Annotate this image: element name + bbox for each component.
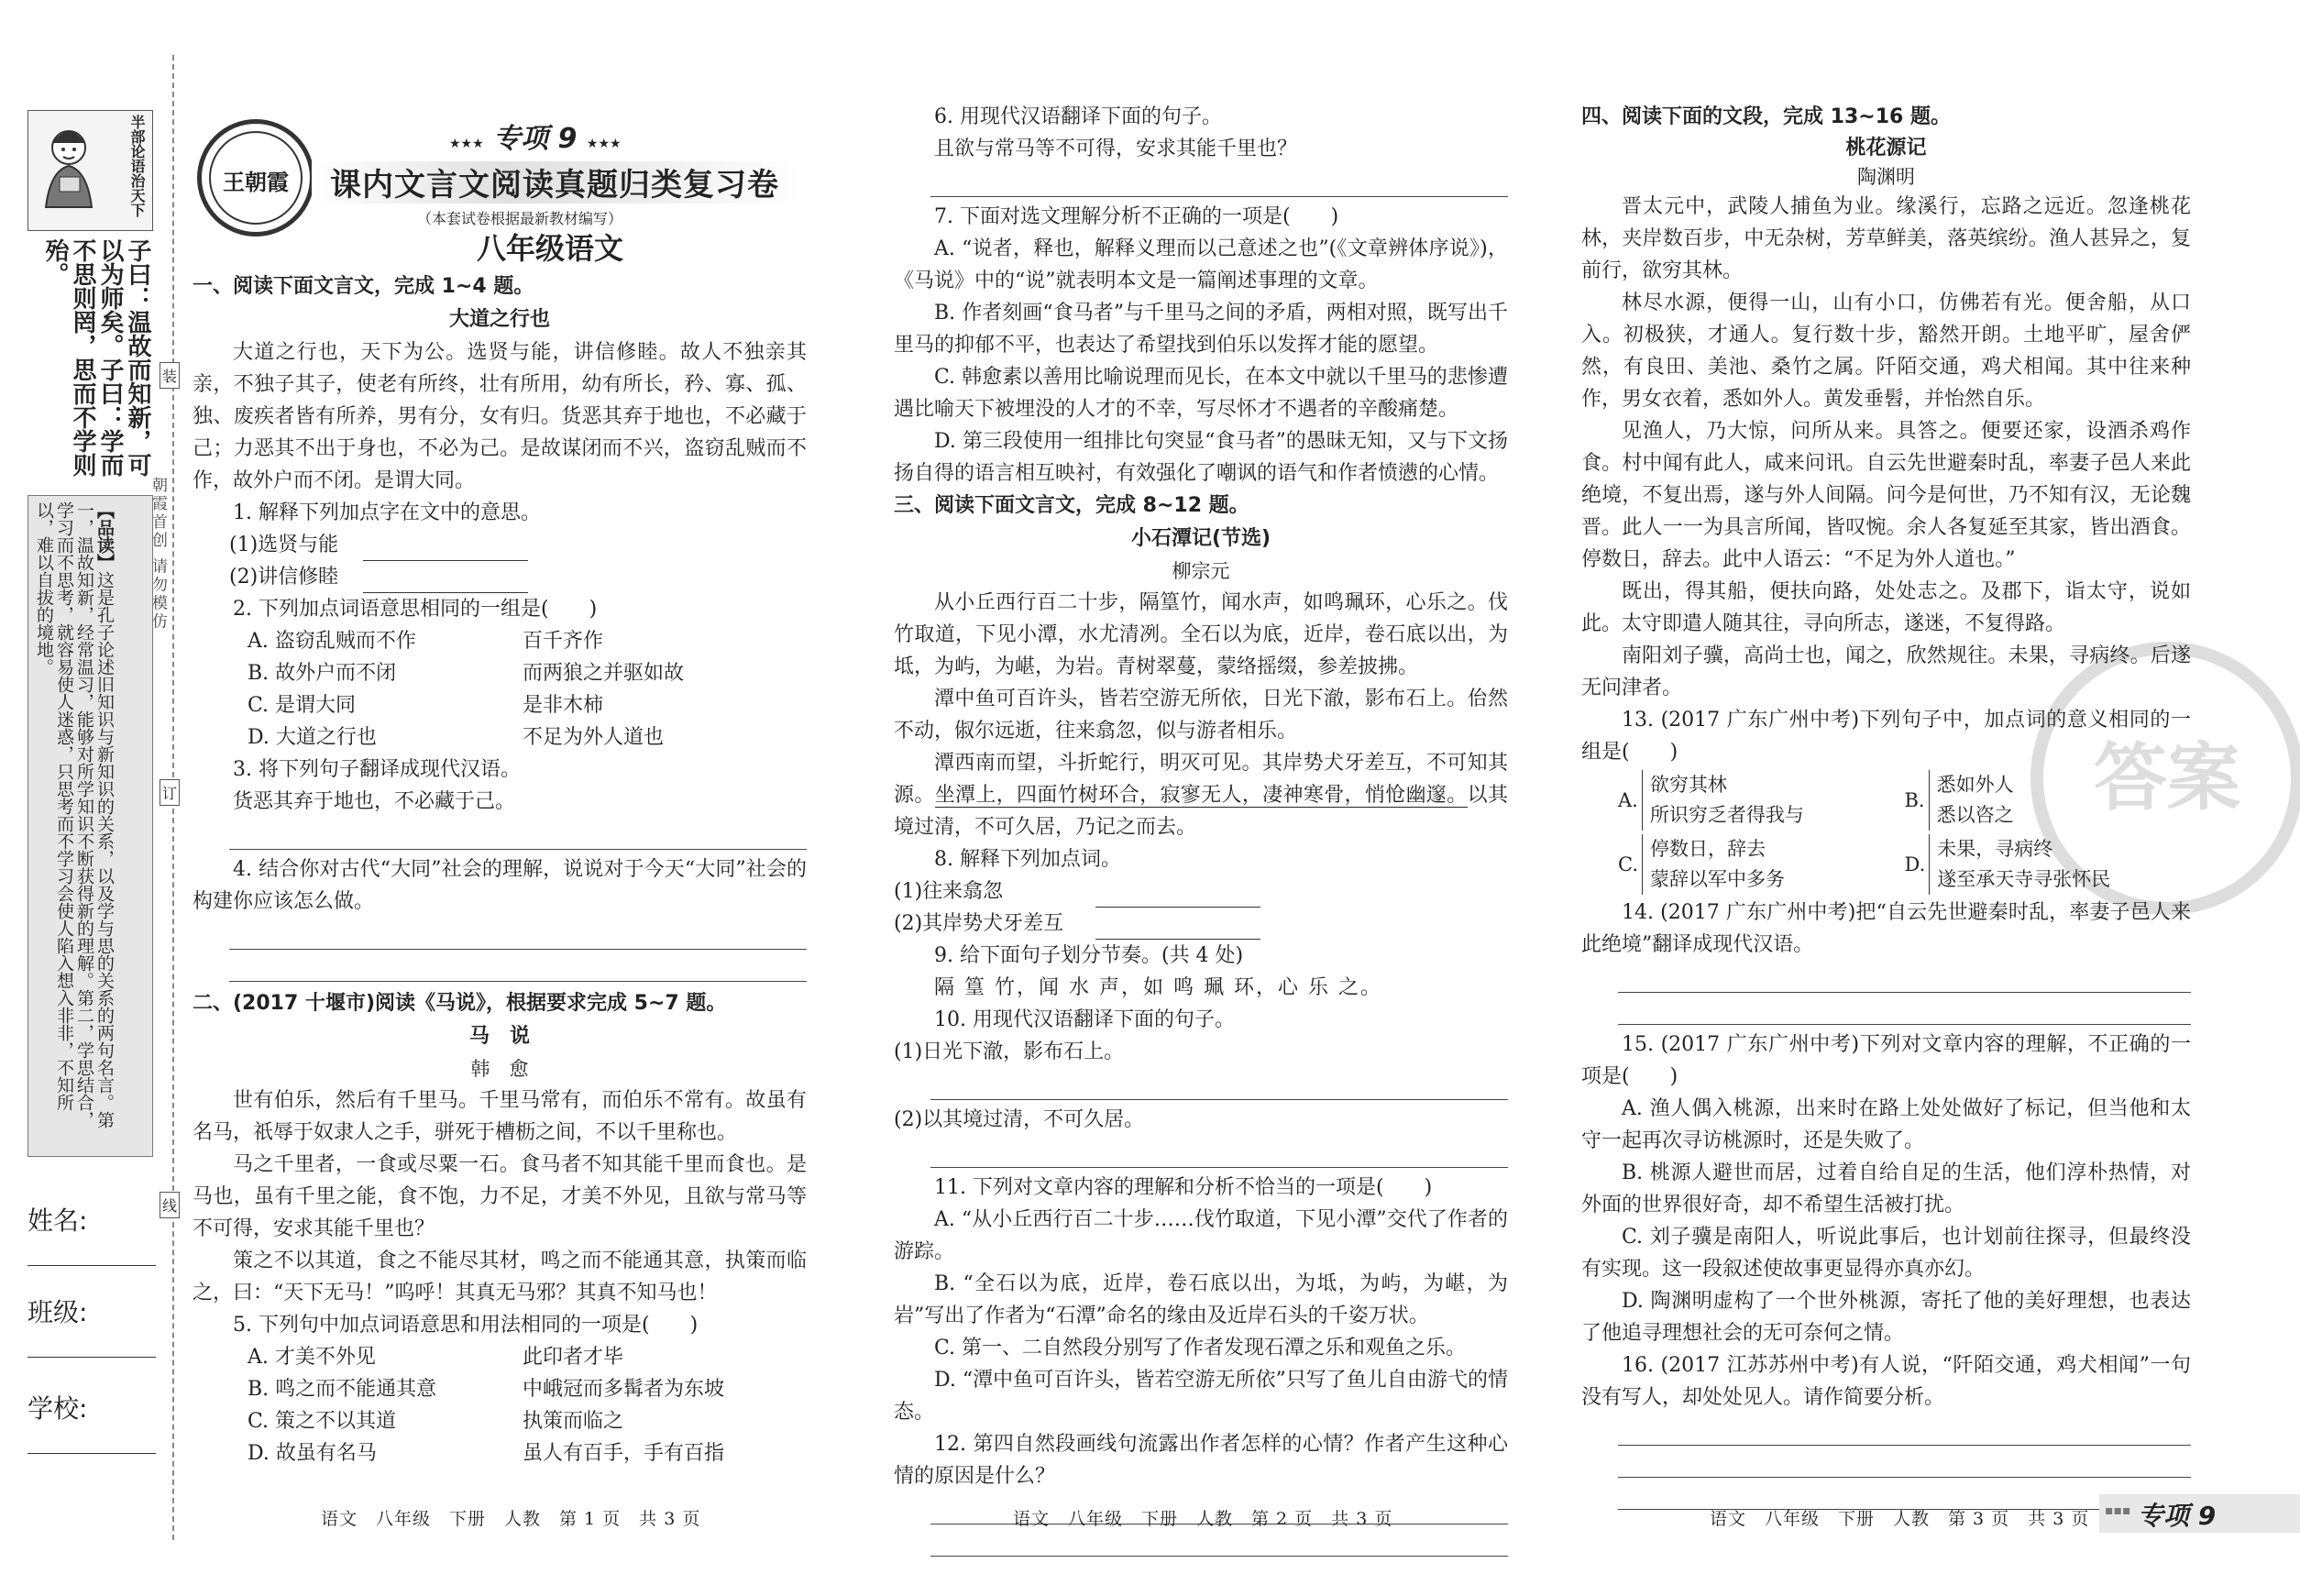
- q15-option-a[interactable]: A. 渔人偶入桃源，出来时在路上处处做好了标记，但当他和太守一起再次寻访桃源时，还是失败了。: [1581, 1097, 2191, 1152]
- text-3-para-3: [894, 747, 1508, 843]
- q11: 11. 下列对文章内容的理解和分析不恰当的一项是( ): [934, 1176, 1433, 1199]
- q12: 12. 第四自然段画线句流露出作者怎样的心情？作者产生这种心情的原因是什么？: [894, 1433, 1508, 1488]
- q1a-blank[interactable]: [363, 534, 528, 561]
- commentary-label: 【品读】: [94, 501, 115, 571]
- page-3-body: [1581, 101, 2191, 1510]
- q13-d-pair: [1929, 834, 2110, 895]
- q3-answer-line[interactable]: [229, 818, 807, 850]
- q15-option-d[interactable]: D. 陶渊明虚构了一个世外桃源，寄托了他的美好理想，也表达了他追寻理想社会的无可奈何之情。: [1581, 1290, 2191, 1345]
- text-4-title: 桃花源记: [1845, 137, 1927, 160]
- q3-sentence: 货恶其弃于地也，不必藏于己。: [233, 790, 516, 813]
- paper-note: （本套试卷根据最新教材编写）: [417, 210, 623, 227]
- paper-title: 课内文言文阅读真题归类复习卷: [330, 167, 779, 204]
- q2-opt-c-left[interactable]: C. 是谓大同: [248, 694, 357, 717]
- q5-opt-b-right: 中峨冠而多髯者为东坡: [523, 1378, 725, 1401]
- q10b: (2)以其境过清，不可久居。: [894, 1108, 1145, 1131]
- text-2-author: 韩 愈: [470, 1058, 529, 1080]
- q8a-blank[interactable]: [1095, 881, 1260, 908]
- q4-answer-line-2[interactable]: [229, 950, 807, 982]
- q5-opt-a-right: 此印者才毕: [523, 1346, 624, 1369]
- q13-c-pair: [1642, 834, 1785, 895]
- q5: 5. 下列句中加点词语意思和用法相同的一项是( ): [233, 1314, 699, 1337]
- q15-option-c[interactable]: C. 刘子骥是南阳人，听说此事后，也计划前往探寻，但最终没有实现。这一段叙述使故事更显得亦真亦幻。: [1581, 1226, 2191, 1281]
- q16-answer-line-2[interactable]: [1618, 1446, 2191, 1478]
- footer-badge-text: 专项 9: [2138, 1501, 2217, 1531]
- q13-a-label: A.: [1618, 788, 1638, 811]
- q10b-answer-line[interactable]: [930, 1136, 1508, 1168]
- page-1-body: [193, 270, 807, 1469]
- text-3-para-3a: 潭西南而望，斗折蛇行，明灭可见。其岸势犬牙差互，不可知其源。: [894, 752, 1508, 807]
- text-3-para-1: 从小丘西行百二十步，隔篁竹，闻水声，如鸣珮环，心乐之。伐竹取道，下见小潭，水尤清冽。全石以为底，近岸，卷石底以出，为坻，为屿，为嵁，为岩。青树翠蔓，蒙络摇缀，参差披拂。: [894, 591, 1508, 678]
- q1a: (1)选贤与能: [229, 534, 339, 556]
- q8: 8. 解释下列加点词。: [934, 848, 1121, 871]
- q13: 13. (2017 广东广州中考)下列句子中，加点词的意义相同的一组是( ): [1581, 709, 2191, 764]
- q8b-row: [894, 908, 1508, 940]
- text-2-para-2: 马之千里者，一食或尽粟一石。食马者不知其能千里而食也。是马也，虽有千里之能，食不饱，力不足，才美不外见，且欲与常马等不可得，安求其能千里也？: [193, 1153, 807, 1240]
- q6: 6. 用现代汉语翻译下面的句子。: [934, 105, 1222, 128]
- q2-opt-b-right: 而两狼之并驱如故: [523, 662, 685, 685]
- section-3-heading: 三、阅读下面文言文，完成 8~12 题。: [894, 494, 1249, 517]
- q1b: (2)讲信修睦: [229, 566, 339, 589]
- class-label: 班级:: [28, 1297, 88, 1327]
- star-icon: ★★★: [586, 137, 622, 151]
- q14-answer-line-1[interactable]: [1618, 961, 2191, 993]
- q5-opt-d-left[interactable]: D. 故虽有名马: [248, 1442, 377, 1465]
- star-icon: ★★★: [449, 137, 484, 151]
- q11-option-d[interactable]: D. “潭中鱼可百许头，皆若空游无所依”只写了鱼儿自由游弋的情态。: [894, 1369, 1508, 1424]
- text-4-para-4: 既出，得其船，便扶向路，处处志之。及郡下，诣太守，说如此。太守即遣人随其往，寻向所志，遂迷，不复得路。: [1581, 580, 2191, 635]
- logo-caption: 半部论语治天下: [128, 115, 146, 217]
- q13-a-pair: [1642, 770, 1804, 831]
- footer-page-2: 语文 八年级 下册 人教 第 2 页 共 3 页: [1013, 1509, 1393, 1529]
- q13-option-c[interactable]: [1618, 834, 1905, 895]
- q13-b-pair: [1929, 770, 2014, 831]
- q13-b-line-2: 悉以咨之: [1936, 804, 2014, 826]
- q7: 7. 下面对选文理解分析不正确的一项是( ): [934, 205, 1339, 228]
- name-field[interactable]: [28, 1265, 156, 1266]
- copyright-note: 朝霞首创 请勿模仿: [149, 477, 167, 632]
- q2-opt-a-right: 百千齐作: [523, 630, 604, 653]
- sidebar: [28, 110, 160, 1531]
- q7-option-a[interactable]: A. “说者，释也，解释义理而以己意述之也”(《文章辨体序说》)，《马说》中的“说”就表明本文是一篇阐述事理的文章。: [894, 237, 1508, 292]
- sidebar-logo-box: [28, 110, 153, 231]
- sidebar-quote: 子曰：温故而知新，可以为师矣。子曰：学而不思则罔，思而不学则殆。: [41, 238, 151, 477]
- text-3-author: 柳宗元: [1172, 560, 1230, 582]
- text-2-title: 马 说: [468, 1025, 530, 1048]
- q10a: (1)日光下澈，影布石上。: [894, 1040, 1125, 1063]
- q13-option-a[interactable]: [1618, 770, 1905, 831]
- q5-options: [193, 1341, 807, 1469]
- q13-option-b[interactable]: [1905, 770, 2192, 831]
- q2-opt-a-left[interactable]: A. 盗窃乱贼而不作: [248, 630, 416, 653]
- q6-answer-line[interactable]: [930, 165, 1508, 197]
- name-label: 姓名:: [28, 1205, 88, 1236]
- footer-page-3: 语文 八年级 下册 人教 第 3 页 共 3 页: [1710, 1509, 2090, 1529]
- footer-badge-dots: ▪▪▪: [2105, 1503, 2131, 1518]
- header: [188, 108, 811, 264]
- q8a: (1)往来翕忽: [894, 880, 1004, 903]
- q13-d-line-2: 遂至承天寺寻张怀民: [1937, 868, 2111, 890]
- q11-option-c[interactable]: C. 第一、二自然段分别写了作者发现石潭之乐和观鱼之乐。: [934, 1337, 1467, 1359]
- brand-seal: [197, 119, 314, 237]
- q5-opt-b-left[interactable]: B. 鸣之而不能通其意: [248, 1378, 437, 1401]
- q13-b-label: B.: [1904, 788, 1925, 811]
- brand-name: 王朝霞: [223, 169, 289, 195]
- q7-option-c[interactable]: C. 韩愈素以善用比喻说理而见长，在本文中就以千里马的悲惨遭遇比喻天下被埋没的人才的不幸，写尽怀才不遇者的辛酸痛楚。: [894, 366, 1508, 421]
- series-label: 专项 9: [493, 123, 578, 155]
- q8a-row: [894, 875, 1508, 908]
- text-3-title: 小石潭记(节选): [1130, 527, 1271, 550]
- q8b-blank[interactable]: [1095, 913, 1260, 940]
- text-4-para-3: 见渔人，乃大惊，问所从来。具答之。便要还家，设酒杀鸡作食。村中闻有此人，咸来问讯。自云先世避秦时乱，率妻子邑人来此绝境，不复出焉，遂与外人间隔。问今是何世，乃不知有汉，无论魏晋。此人一一为具言所闻，皆叹惋。余人各复延至其家，皆出酒食。停数日，辞去。此中人语云：“不足为外人道也。”: [1581, 420, 2191, 571]
- text-4-para-5: 南阳刘子骥，高尚士也，闻之，欣然规往。未果，寻病终。后遂无问津者。: [1581, 644, 2191, 699]
- text-1-title: 大道之行也: [448, 308, 550, 331]
- q16-answer-line-1[interactable]: [1618, 1414, 2191, 1446]
- text-4-para-2: 林尽水源，便得一山，山有小口，仿佛若有光。便舍船，从口入。初极狭，才通人。复行数十步，豁然开朗。土地平旷，屋舍俨然，有良田、美池、桑竹之属。阡陌交通，鸡犬相闻。其中往来种作，男女衣着，悉如外人。黄发垂髫，并怡然自乐。: [1581, 292, 2191, 411]
- footer-page-1: 语文 八年级 下册 人教 第 1 页 共 3 页: [321, 1509, 701, 1529]
- text-4-author: 陶渊明: [1857, 166, 1915, 188]
- binding-char-1: 装: [160, 362, 180, 389]
- q2-opt-d-left[interactable]: D. 大道之行也: [248, 726, 377, 749]
- section-4-heading: 四、阅读下面的文段，完成 13~16 题。: [1581, 105, 1951, 128]
- q9: 9. 给下面句子划分节奏。(共 4 处): [934, 944, 1244, 967]
- q15-option-b[interactable]: B. 桃源人避世而居，过着自给自足的生活，他们淳朴热情，对外面的世界很好奇，却不希望生活被打扰。: [1581, 1161, 2191, 1216]
- stamp-text: 答案: [2094, 735, 2240, 820]
- q2: 2. 下列加点词语意思相同的一组是( ): [233, 598, 598, 621]
- binding-char-2: 订: [160, 779, 180, 806]
- text-3-underlined: 坐潭上，四面竹树环合，寂寥无人，凄神寒骨，悄怆幽邃。: [934, 784, 1468, 807]
- q1: 1. 解释下列加点字在文中的意思。: [233, 501, 541, 524]
- q10: 10. 用现代汉语翻译下面的句子。: [934, 1008, 1235, 1031]
- q13-option-d[interactable]: [1905, 834, 2192, 895]
- section-1-heading: 一、阅读下面文言文，完成 1~4 题。: [193, 275, 534, 298]
- q16: 16. (2017 江苏苏州中考)有人说，“阡陌交通，鸡犬相闻”一句没有写人，却处处见人。请作简要分析。: [1581, 1354, 2191, 1409]
- page-2-body: [894, 101, 1508, 1557]
- q4: 4. 结合你对古代“大同”社会的理解，说说对于今天“大同”社会的构建你应该怎么做。: [193, 858, 807, 913]
- text-1-body: 大道之行也，天下为公。选贤与能，讲信修睦。故人不独亲其亲，不独子其子，使老有所终，壮有所用，幼有所长，矜、寡、孤、独、废疾者皆有所养，男有分，女有归。货恶其弃于地也，不必藏于己；力恶其不出于身也，不必为己。是故谋闭而不兴，盗窃乱贼而不作，故外户而不闭。是谓大同。: [193, 341, 807, 492]
- text-3-para-2: 潭中鱼可百许头，皆若空游无所依，日光下澈，影布石上。佁然不动，俶尔远逝，往来翕忽，似与游者相乐。: [894, 688, 1508, 743]
- q11-option-b[interactable]: B. “全石以为底，近岸，卷石底以出，为坻，为屿，为嵁，为岩”写出了作者为“石潭”命名的缘由及近岸石头的千姿万状。: [894, 1272, 1508, 1327]
- q2-opt-b-left[interactable]: B. 故外户而不闭: [248, 662, 397, 685]
- q13-d-label: D.: [1904, 853, 1926, 875]
- text-2-para-1: 世有伯乐，然后有千里马。千里马常有，而伯乐不常有。故虽有名马，祇辱于奴隶人之手，骈死于槽枥之间，不以千里称也。: [193, 1089, 807, 1144]
- q13-d-line-1: 未果，寻病终: [1937, 838, 2053, 860]
- q13-c-label: C.: [1618, 853, 1638, 875]
- q10a-answer-line[interactable]: [930, 1068, 1508, 1100]
- q5-opt-d-right: 虽人有百手，手有百指: [523, 1442, 725, 1465]
- q2-opt-c-right: 是非木柿: [523, 694, 604, 717]
- q14: 14. (2017 广东广州中考)把“自云先世避秦时乱，率妻子邑人来此绝境”翻译成现代汉语。: [1581, 901, 2191, 956]
- text-2-para-3: 策之不以其道，食之不能尽其材，鸣之而不能通其意，执策而临之，曰：“天下无马！”呜呼！其真无马邪？其真不知马也！: [193, 1249, 807, 1304]
- class-field[interactable]: [28, 1357, 156, 1358]
- footer-badge: [2099, 1494, 2300, 1533]
- text-4-para-1: 晋太元中，武陵人捕鱼为业。缘溪行，忘路之远近。忽逢桃花林，夹岸数百步，中无杂树，芳草鲜美，落英缤纷。渔人甚异之，复前行，欲穷其林。: [1581, 195, 2191, 282]
- q1a-row: [193, 529, 807, 561]
- q2-opt-d-right: 不足为外人道也: [523, 726, 665, 749]
- q8b: (2)其岸势犬牙差互: [894, 912, 1064, 935]
- q13-options: [1618, 768, 2191, 897]
- q15: 15. (2017 广东广州中考)下列对文章内容的理解，不正确的一项是( ): [1581, 1033, 2191, 1088]
- scholar-cartoon-icon: [32, 120, 105, 212]
- q13-a-line-1: 欲穷其林: [1649, 774, 1727, 796]
- q3: 3. 将下列句子翻译成现代汉语。: [233, 758, 521, 781]
- text-3-para-3c: 以其境过清，不可久居，乃记之而去。: [894, 784, 1508, 839]
- school-field[interactable]: [28, 1453, 156, 1454]
- q14-answer-line-2[interactable]: [1618, 993, 2191, 1025]
- q9-sentence: 隔 篁 竹，闻 水 声，如 鸣 珮 环，心 乐 之。: [934, 976, 1382, 999]
- q1b-blank[interactable]: [363, 567, 528, 593]
- q2-options: [193, 625, 807, 754]
- q5-opt-c-left[interactable]: C. 策之不以其道: [248, 1410, 397, 1433]
- q7-option-b[interactable]: B. 作者刻画“食马者”与千里马之间的矛盾，两相对照，既写出千里马的抑郁不平，也表达了希望找到伯乐以发挥才能的愿望。: [894, 302, 1508, 357]
- school-label: 学校:: [28, 1393, 88, 1424]
- q5-opt-a-left[interactable]: A. 才美不外见: [248, 1346, 376, 1369]
- q13-a-line-2: 所识穷乏者得我与: [1649, 804, 1804, 826]
- commentary-text: 这是孔子论述旧知识与新知识的关系，以及学与思的关系的两句名言。第一，温故知新，经常温习，能够对所学知识不断获得新的理解。第二，学思结合，学习而不思考，就容易使人迷惑，只思考而不学习会使人陷入想入非非，不知所以，难以自拔的境地。: [34, 501, 115, 1128]
- series-badge: [449, 116, 622, 156]
- q13-c-line-1: 停数日，辞去: [1650, 838, 1766, 860]
- binding-char-3: 线: [160, 1192, 180, 1218]
- q5-opt-c-right: 执策而临之: [523, 1410, 624, 1433]
- q6-sentence: 且欲与常马等不可得，安求其能千里也？: [934, 138, 1298, 160]
- q13-b-line-1: 悉如外人: [1936, 774, 2014, 796]
- q7-option-d[interactable]: D. 第三段使用一组排比句突显“食马者”的愚昧无知，又与下文扬扬自得的语言相互映衬，有效强化了嘲讽的语气和作者愤懑的心情。: [894, 430, 1508, 485]
- paper-subject: 八年级语文: [477, 231, 624, 266]
- section-2-heading: 二、(2017 十堰市)阅读《马说》，根据要求完成 5~7 题。: [193, 992, 727, 1015]
- sidebar-commentary-box: [28, 495, 153, 1157]
- q4-answer-line-1[interactable]: [229, 918, 807, 950]
- q13-c-line-2: 蒙辞以军中多务: [1650, 868, 1785, 890]
- q11-option-a[interactable]: A. “从小丘西行百二十步……伐竹取道，下见小潭”交代了作者的游踪。: [894, 1208, 1508, 1263]
- q1b-row: [193, 561, 807, 593]
